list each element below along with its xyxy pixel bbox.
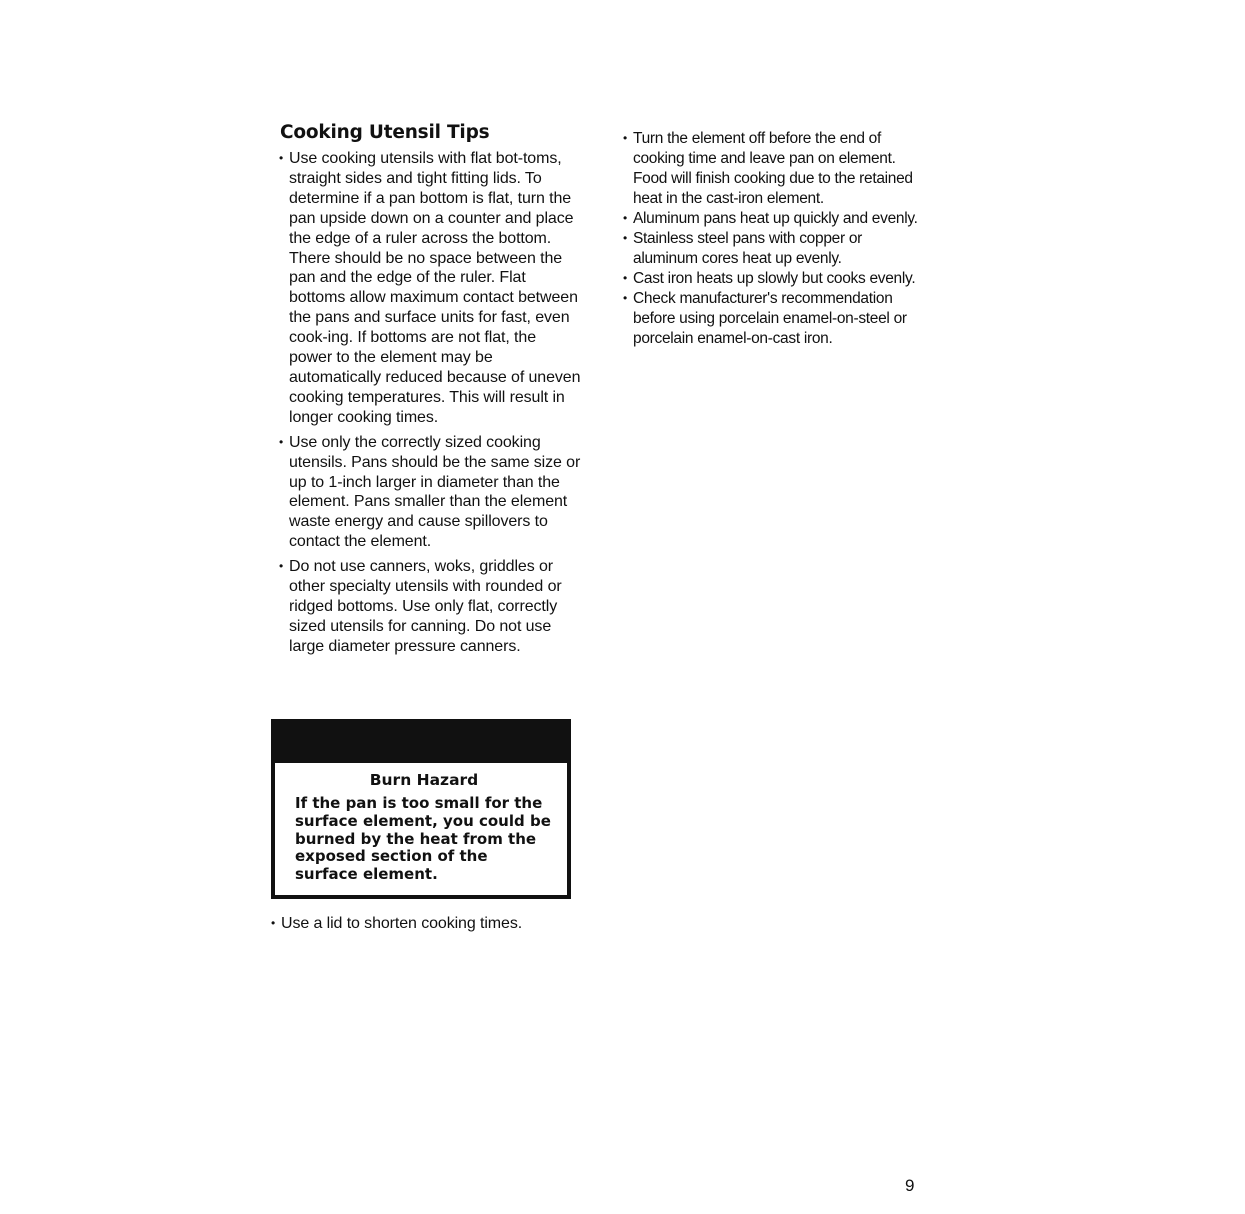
bullet-icon: • bbox=[623, 271, 627, 285]
after-warning-list bbox=[268, 914, 588, 934]
tip-text: Do not use canners, woks, griddles or other specialty utensils with rounded or ridged bottoms. Use only flat, correctly sized utensils for canning. Do not use large diameter pressure canners. bbox=[289, 558, 562, 655]
section-title: Cooking Utensil Tips bbox=[280, 122, 490, 143]
tip-text: Use a lid to shorten cooking times. bbox=[281, 915, 523, 932]
bullet-icon: • bbox=[279, 434, 284, 449]
bullet-icon: • bbox=[623, 211, 627, 225]
warning-text: If the pan is too small for the surface element, you could be burned by the heat from the exposed section of the surface element. bbox=[295, 794, 551, 884]
warning-title: Burn Hazard bbox=[369, 771, 479, 789]
list-item bbox=[276, 149, 581, 428]
bullet-icon: • bbox=[623, 291, 627, 305]
burn-hazard-warning bbox=[271, 719, 571, 899]
after-warning-tip bbox=[268, 914, 588, 939]
tip-text: Check manufacturer's recommendation before using porcelain enamel-on-steel or porcelain enamel-on-cast iron. bbox=[633, 290, 907, 347]
warning-header-bar bbox=[271, 719, 571, 763]
list-item bbox=[620, 209, 930, 229]
right-tips-list bbox=[620, 129, 930, 349]
tip-text: Stainless steel pans with copper or aluminum cores heat up evenly. bbox=[633, 230, 863, 267]
list-item bbox=[620, 289, 930, 349]
warning-body bbox=[275, 763, 567, 884]
tip-text: Turn the element off before the end of cooking time and leave pan on element. Food will finish cooking due to the retained heat in the cast-iron element. bbox=[633, 130, 913, 207]
list-item bbox=[276, 557, 581, 657]
page-number: 9 bbox=[905, 1176, 915, 1195]
bullet-icon: • bbox=[279, 559, 284, 574]
tip-text: Use only the correctly sized cooking utensils. Pans should be the same size or up to 1-inch larger in diameter than the element. Pans smaller than the element waste energy and cause spillovers to contact the element. bbox=[289, 433, 581, 551]
list-item bbox=[276, 433, 581, 552]
list-item bbox=[620, 129, 930, 209]
list-item bbox=[620, 269, 930, 289]
bullet-icon: • bbox=[623, 231, 627, 245]
bullet-icon: • bbox=[279, 151, 284, 165]
right-column bbox=[620, 129, 930, 349]
list-item bbox=[268, 914, 588, 934]
tip-text: Use cooking utensils with flat bot-toms, straight sides and tight fitting lids. To determine if a pan bottom is flat, turn the pan upside down on a counter and place the edge of a ruler across the bottom. There should be no space between the pan and the edge of the ruler. Flat bottoms allow maximum contact between the pans and surface units for fast, even cook-ing. If bottoms are not flat, the power to the element may be automatically reduced because of uneven cooking temperatures. This will result in longer cooking times. bbox=[289, 150, 581, 426]
left-column bbox=[276, 122, 581, 662]
bullet-icon: • bbox=[271, 916, 276, 930]
left-tips-list bbox=[276, 149, 581, 657]
list-item bbox=[620, 229, 930, 269]
tip-text: Aluminum pans heat up quickly and evenly. bbox=[633, 210, 918, 227]
tip-text: Cast iron heats up slowly but cooks evenly. bbox=[633, 270, 916, 287]
bullet-icon: • bbox=[623, 131, 627, 145]
